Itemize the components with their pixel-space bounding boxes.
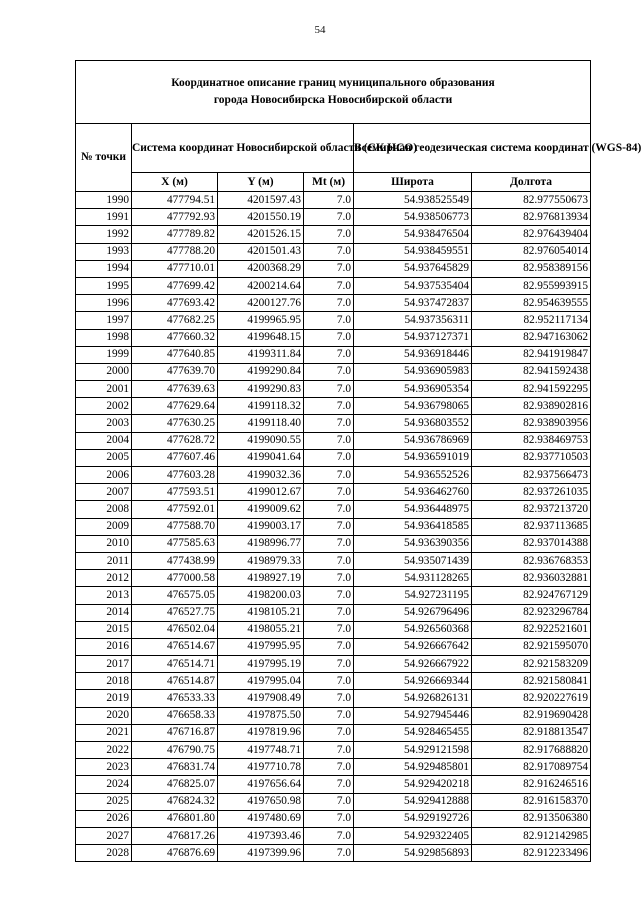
longitude-cell: 82.937213720 <box>472 501 591 518</box>
mt-cell: 7.0 <box>304 243 354 260</box>
x-cell: 477000.58 <box>132 570 218 587</box>
latitude-cell: 54.936418585 <box>354 518 472 535</box>
y-cell: 4199003.17 <box>218 518 304 535</box>
table-row <box>76 724 591 741</box>
mt-cell: 7.0 <box>304 329 354 346</box>
mt-cell: 7.0 <box>304 638 354 655</box>
y-cell: 4198979.33 <box>218 552 304 569</box>
table-row <box>76 570 591 587</box>
point-number-cell: 2009 <box>76 518 132 535</box>
table-title-line-2: города Новосибирска Новосибирской области <box>213 94 453 106</box>
table-row <box>76 535 591 552</box>
table-title <box>76 61 591 124</box>
longitude-cell: 82.941592438 <box>472 363 591 380</box>
latitude-cell: 54.936905983 <box>354 363 472 380</box>
table-row <box>76 638 591 655</box>
x-cell: 476716.87 <box>132 724 218 741</box>
y-cell: 4197748.71 <box>218 742 304 759</box>
longitude-cell: 82.947163062 <box>472 329 591 346</box>
mt-cell: 7.0 <box>304 845 354 862</box>
latitude-cell: 54.936798065 <box>354 398 472 415</box>
longitude-cell: 82.952117134 <box>472 312 591 329</box>
table-row <box>76 518 591 535</box>
y-cell: 4199311.84 <box>218 346 304 363</box>
x-cell: 477789.82 <box>132 226 218 243</box>
point-number-cell: 2013 <box>76 587 132 604</box>
y-cell: 4197875.50 <box>218 707 304 724</box>
mt-cell: 7.0 <box>304 707 354 724</box>
y-cell: 4197480.69 <box>218 810 304 827</box>
longitude-cell: 82.916246516 <box>472 776 591 793</box>
x-cell: 477603.28 <box>132 467 218 484</box>
latitude-cell: 54.936786969 <box>354 432 472 449</box>
table-body <box>76 192 591 862</box>
point-number-cell: 2024 <box>76 776 132 793</box>
table-row <box>76 243 591 260</box>
table-row <box>76 759 591 776</box>
longitude-cell: 82.976813934 <box>472 209 591 226</box>
latitude-cell: 54.936803552 <box>354 415 472 432</box>
mt-cell: 7.0 <box>304 776 354 793</box>
point-number-cell: 2017 <box>76 656 132 673</box>
y-cell: 4197710.78 <box>218 759 304 776</box>
longitude-cell: 82.913506380 <box>472 810 591 827</box>
table-row <box>76 312 591 329</box>
point-number-cell: 2021 <box>76 724 132 741</box>
y-cell: 4201501.43 <box>218 243 304 260</box>
longitude-cell: 82.936032881 <box>472 570 591 587</box>
x-cell: 477593.51 <box>132 484 218 501</box>
point-number-cell: 1999 <box>76 346 132 363</box>
x-cell: 477794.51 <box>132 192 218 209</box>
point-number-cell: 2016 <box>76 638 132 655</box>
longitude-cell: 82.937710503 <box>472 449 591 466</box>
table-row <box>76 552 591 569</box>
y-cell: 4198105.21 <box>218 604 304 621</box>
longitude-cell: 82.921595070 <box>472 638 591 655</box>
longitude-cell: 82.937566473 <box>472 467 591 484</box>
latitude-cell: 54.929121598 <box>354 742 472 759</box>
y-cell: 4200214.64 <box>218 277 304 294</box>
x-cell: 476876.69 <box>132 845 218 862</box>
longitude-cell: 82.938902816 <box>472 398 591 415</box>
mt-cell: 7.0 <box>304 810 354 827</box>
point-number-cell: 1995 <box>76 277 132 294</box>
point-number-cell: 2003 <box>76 415 132 432</box>
mt-cell: 7.0 <box>304 346 354 363</box>
latitude-cell: 54.937645829 <box>354 260 472 277</box>
y-cell: 4197656.64 <box>218 776 304 793</box>
mt-cell: 7.0 <box>304 484 354 501</box>
mt-cell: 7.0 <box>304 226 354 243</box>
table-row <box>76 432 591 449</box>
x-cell: 477438.99 <box>132 552 218 569</box>
point-number-cell: 2022 <box>76 742 132 759</box>
longitude-cell: 82.977550673 <box>472 192 591 209</box>
y-cell: 4201597.43 <box>218 192 304 209</box>
point-number-cell: 2027 <box>76 827 132 844</box>
point-number-cell: 2019 <box>76 690 132 707</box>
y-cell: 4199090.55 <box>218 432 304 449</box>
longitude-cell: 82.922521601 <box>472 621 591 638</box>
y-cell: 4197399.96 <box>218 845 304 862</box>
point-number-cell: 1994 <box>76 260 132 277</box>
column-header-point-number: № точки <box>76 124 132 192</box>
longitude-cell: 82.958389156 <box>472 260 591 277</box>
longitude-cell: 82.912233496 <box>472 845 591 862</box>
mt-cell: 7.0 <box>304 501 354 518</box>
x-cell: 476817.26 <box>132 827 218 844</box>
column-header-x: X (м) <box>132 173 218 192</box>
table-row <box>76 467 591 484</box>
y-cell: 4199290.83 <box>218 381 304 398</box>
x-cell: 476514.71 <box>132 656 218 673</box>
column-header-longitude: Долгота <box>472 173 591 192</box>
mt-cell: 7.0 <box>304 552 354 569</box>
column-group-wgs84: Всемирная геодезическая система координат (WGS-84) <box>354 124 591 173</box>
latitude-cell: 54.927231195 <box>354 587 472 604</box>
x-cell: 476801.80 <box>132 810 218 827</box>
x-cell: 477792.93 <box>132 209 218 226</box>
table-row <box>76 776 591 793</box>
longitude-cell: 82.937261035 <box>472 484 591 501</box>
point-number-cell: 2028 <box>76 845 132 862</box>
point-number-cell: 2018 <box>76 673 132 690</box>
table-header <box>76 61 641 192</box>
table-row <box>76 295 591 312</box>
point-number-cell: 1990 <box>76 192 132 209</box>
point-number-cell: 2010 <box>76 535 132 552</box>
latitude-cell: 54.935071439 <box>354 552 472 569</box>
point-number-cell: 2000 <box>76 363 132 380</box>
mt-cell: 7.0 <box>304 604 354 621</box>
point-number-cell: 2006 <box>76 467 132 484</box>
longitude-cell: 82.937014388 <box>472 535 591 552</box>
longitude-cell: 82.919690428 <box>472 707 591 724</box>
latitude-cell: 54.937127371 <box>354 329 472 346</box>
y-cell: 4197819.96 <box>218 724 304 741</box>
table-row <box>76 827 591 844</box>
mt-cell: 7.0 <box>304 432 354 449</box>
latitude-cell: 54.929856893 <box>354 845 472 862</box>
mt-cell: 7.0 <box>304 415 354 432</box>
mt-cell: 7.0 <box>304 295 354 312</box>
latitude-cell: 54.926826131 <box>354 690 472 707</box>
y-cell: 4198055.21 <box>218 621 304 638</box>
y-cell: 4197908.49 <box>218 690 304 707</box>
latitude-cell: 54.929322405 <box>354 827 472 844</box>
y-cell: 4201550.19 <box>218 209 304 226</box>
longitude-cell: 82.921583209 <box>472 656 591 673</box>
x-cell: 476533.33 <box>132 690 218 707</box>
latitude-cell: 54.936591019 <box>354 449 472 466</box>
y-cell: 4200127.76 <box>218 295 304 312</box>
mt-cell: 7.0 <box>304 192 354 209</box>
x-cell: 476831.74 <box>132 759 218 776</box>
longitude-cell: 82.920227619 <box>472 690 591 707</box>
table-row <box>76 484 591 501</box>
table-row <box>76 415 591 432</box>
mt-cell: 7.0 <box>304 742 354 759</box>
x-cell: 476575.05 <box>132 587 218 604</box>
mt-cell: 7.0 <box>304 381 354 398</box>
y-cell: 4197995.04 <box>218 673 304 690</box>
column-header-y: Y (м) <box>218 173 304 192</box>
table-title-line-1: Координатное описание границ муниципального образования <box>171 77 495 89</box>
point-number-cell: 2025 <box>76 793 132 810</box>
latitude-cell: 54.938525549 <box>354 192 472 209</box>
latitude-cell: 54.938476504 <box>354 226 472 243</box>
table-row <box>76 621 591 638</box>
point-number-cell: 1991 <box>76 209 132 226</box>
x-cell: 477585.63 <box>132 535 218 552</box>
point-number-cell: 2004 <box>76 432 132 449</box>
table-row <box>76 226 591 243</box>
x-cell: 476790.75 <box>132 742 218 759</box>
table-row <box>76 277 591 294</box>
latitude-cell: 54.936448975 <box>354 501 472 518</box>
y-cell: 4197995.19 <box>218 656 304 673</box>
x-cell: 477788.20 <box>132 243 218 260</box>
x-cell: 476514.67 <box>132 638 218 655</box>
mt-cell: 7.0 <box>304 277 354 294</box>
latitude-cell: 54.936918446 <box>354 346 472 363</box>
table-row <box>76 673 591 690</box>
table-row <box>76 346 591 363</box>
table-row <box>76 260 591 277</box>
point-number-cell: 2011 <box>76 552 132 569</box>
x-cell: 476825.07 <box>132 776 218 793</box>
mt-cell: 7.0 <box>304 724 354 741</box>
latitude-cell: 54.927945446 <box>354 707 472 724</box>
latitude-cell: 54.936390356 <box>354 535 472 552</box>
mt-cell: 7.0 <box>304 363 354 380</box>
table-row <box>76 604 591 621</box>
mt-cell: 7.0 <box>304 518 354 535</box>
column-group-local-system: Система координат Новосибирской области (СК НСО) <box>132 124 354 173</box>
table-row <box>76 707 591 724</box>
longitude-cell: 82.923296784 <box>472 604 591 621</box>
latitude-cell: 54.926560368 <box>354 621 472 638</box>
latitude-cell: 54.926667642 <box>354 638 472 655</box>
latitude-cell: 54.937472837 <box>354 295 472 312</box>
latitude-cell: 54.929412888 <box>354 793 472 810</box>
latitude-cell: 54.938506773 <box>354 209 472 226</box>
point-number-cell: 2005 <box>76 449 132 466</box>
x-cell: 477699.42 <box>132 277 218 294</box>
table-row <box>76 501 591 518</box>
table-row <box>76 793 591 810</box>
longitude-cell: 82.941592295 <box>472 381 591 398</box>
table-row <box>76 656 591 673</box>
x-cell: 477682.25 <box>132 312 218 329</box>
table-row <box>76 587 591 604</box>
latitude-cell: 54.937535404 <box>354 277 472 294</box>
mt-cell: 7.0 <box>304 398 354 415</box>
point-number-cell: 1993 <box>76 243 132 260</box>
table-row <box>76 329 591 346</box>
y-cell: 4199648.15 <box>218 329 304 346</box>
mt-cell: 7.0 <box>304 827 354 844</box>
x-cell: 476527.75 <box>132 604 218 621</box>
point-number-cell: 2026 <box>76 810 132 827</box>
x-cell: 477640.85 <box>132 346 218 363</box>
longitude-cell: 82.924767129 <box>472 587 591 604</box>
mt-cell: 7.0 <box>304 656 354 673</box>
latitude-cell: 54.938459551 <box>354 243 472 260</box>
column-header-mt: Mt (м) <box>304 173 354 192</box>
longitude-cell: 82.918813547 <box>472 724 591 741</box>
point-number-cell: 2002 <box>76 398 132 415</box>
latitude-cell: 54.926796496 <box>354 604 472 621</box>
table-row <box>76 381 591 398</box>
latitude-cell: 54.928465455 <box>354 724 472 741</box>
point-number-cell: 2015 <box>76 621 132 638</box>
mt-cell: 7.0 <box>304 793 354 810</box>
latitude-cell: 54.926669344 <box>354 673 472 690</box>
x-cell: 476824.32 <box>132 793 218 810</box>
y-cell: 4199009.62 <box>218 501 304 518</box>
y-cell: 4198996.77 <box>218 535 304 552</box>
longitude-cell: 82.938903956 <box>472 415 591 432</box>
x-cell: 477639.70 <box>132 363 218 380</box>
longitude-cell: 82.917688820 <box>472 742 591 759</box>
table-row <box>76 845 591 862</box>
x-cell: 477660.32 <box>132 329 218 346</box>
x-cell: 477592.01 <box>132 501 218 518</box>
column-header-latitude: Широта <box>354 173 472 192</box>
y-cell: 4199032.36 <box>218 467 304 484</box>
mt-cell: 7.0 <box>304 587 354 604</box>
mt-cell: 7.0 <box>304 209 354 226</box>
x-cell: 477607.46 <box>132 449 218 466</box>
y-cell: 4199965.95 <box>218 312 304 329</box>
table-row <box>76 449 591 466</box>
longitude-cell: 82.976054014 <box>472 243 591 260</box>
latitude-cell: 54.926667922 <box>354 656 472 673</box>
table-row <box>76 742 591 759</box>
mt-cell: 7.0 <box>304 449 354 466</box>
point-number-cell: 2020 <box>76 707 132 724</box>
x-cell: 477629.64 <box>132 398 218 415</box>
point-number-cell: 2007 <box>76 484 132 501</box>
latitude-cell: 54.931128265 <box>354 570 472 587</box>
page-number: 54 <box>314 24 326 36</box>
latitude-cell: 54.929485801 <box>354 759 472 776</box>
x-cell: 477693.42 <box>132 295 218 312</box>
latitude-cell: 54.936905354 <box>354 381 472 398</box>
x-cell: 477630.25 <box>132 415 218 432</box>
longitude-cell: 82.936768353 <box>472 552 591 569</box>
mt-cell: 7.0 <box>304 260 354 277</box>
longitude-cell: 82.937113685 <box>472 518 591 535</box>
point-number-cell: 1997 <box>76 312 132 329</box>
x-cell: 477710.01 <box>132 260 218 277</box>
mt-cell: 7.0 <box>304 690 354 707</box>
longitude-cell: 82.916158370 <box>472 793 591 810</box>
y-cell: 4201526.15 <box>218 226 304 243</box>
point-number-cell: 1992 <box>76 226 132 243</box>
coordinate-table <box>75 60 641 862</box>
mt-cell: 7.0 <box>304 467 354 484</box>
table-row <box>76 363 591 380</box>
point-number-cell: 1998 <box>76 329 132 346</box>
y-cell: 4199118.32 <box>218 398 304 415</box>
x-cell: 477628.72 <box>132 432 218 449</box>
y-cell: 4199012.67 <box>218 484 304 501</box>
point-number-cell: 2023 <box>76 759 132 776</box>
longitude-cell: 82.921580841 <box>472 673 591 690</box>
y-cell: 4199118.40 <box>218 415 304 432</box>
longitude-cell: 82.938469753 <box>472 432 591 449</box>
y-cell: 4197393.46 <box>218 827 304 844</box>
latitude-cell: 54.936462760 <box>354 484 472 501</box>
x-cell: 476658.33 <box>132 707 218 724</box>
latitude-cell: 54.929192726 <box>354 810 472 827</box>
y-cell: 4199041.64 <box>218 449 304 466</box>
longitude-cell: 82.912142985 <box>472 827 591 844</box>
table-row <box>76 810 591 827</box>
latitude-cell: 54.937356311 <box>354 312 472 329</box>
longitude-cell: 82.954639555 <box>472 295 591 312</box>
longitude-cell: 82.917089754 <box>472 759 591 776</box>
mt-cell: 7.0 <box>304 759 354 776</box>
table-row <box>76 192 591 209</box>
y-cell: 4197650.98 <box>218 793 304 810</box>
table-row <box>76 398 591 415</box>
mt-cell: 7.0 <box>304 535 354 552</box>
x-cell: 476514.87 <box>132 673 218 690</box>
mt-cell: 7.0 <box>304 570 354 587</box>
mt-cell: 7.0 <box>304 673 354 690</box>
point-number-cell: 2008 <box>76 501 132 518</box>
mt-cell: 7.0 <box>304 312 354 329</box>
x-cell: 476502.04 <box>132 621 218 638</box>
point-number-cell: 2001 <box>76 381 132 398</box>
latitude-cell: 54.929420218 <box>354 776 472 793</box>
x-cell: 477588.70 <box>132 518 218 535</box>
table-row <box>76 209 591 226</box>
latitude-cell: 54.936552526 <box>354 467 472 484</box>
x-cell: 477639.63 <box>132 381 218 398</box>
y-cell: 4199290.84 <box>218 363 304 380</box>
y-cell: 4197995.95 <box>218 638 304 655</box>
point-number-cell: 2014 <box>76 604 132 621</box>
y-cell: 4198927.19 <box>218 570 304 587</box>
point-number-cell: 1996 <box>76 295 132 312</box>
longitude-cell: 82.955993915 <box>472 277 591 294</box>
y-cell: 4200368.29 <box>218 260 304 277</box>
mt-cell: 7.0 <box>304 621 354 638</box>
longitude-cell: 82.976439404 <box>472 226 591 243</box>
y-cell: 4198200.03 <box>218 587 304 604</box>
longitude-cell: 82.941919847 <box>472 346 591 363</box>
point-number-cell: 2012 <box>76 570 132 587</box>
table-row <box>76 690 591 707</box>
